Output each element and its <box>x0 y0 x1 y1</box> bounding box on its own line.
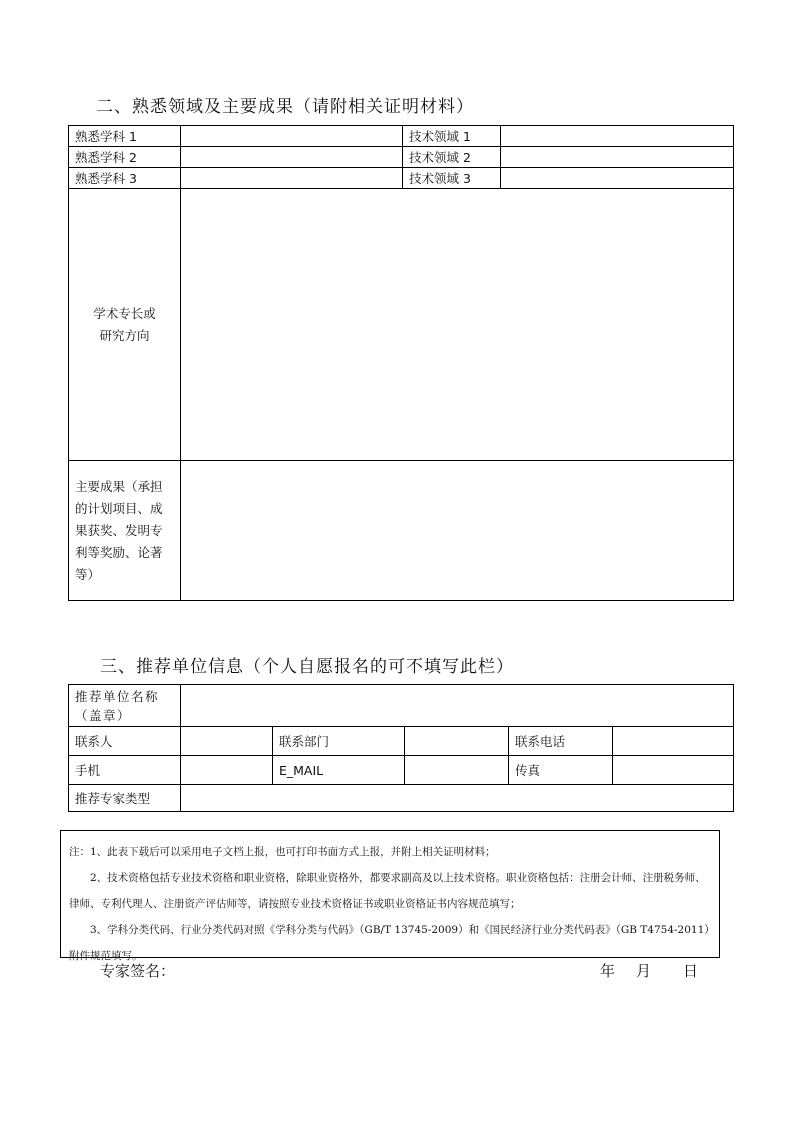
unit-name-input[interactable] <box>181 685 734 727</box>
mobile-label: 手机 <box>69 756 181 785</box>
research-label-line2: 研究方向 <box>99 327 150 343</box>
table-row <box>69 756 734 785</box>
notes-box <box>60 830 720 962</box>
fax-input[interactable] <box>613 756 734 785</box>
subject-3-input[interactable] <box>181 168 403 189</box>
field-3-label: 技术领域 3 <box>403 168 501 189</box>
achievements-label: 主要成果（承担的计划项目、成果获奖、发明专利等奖励、论著等） <box>69 461 181 601</box>
expert-type-label: 推荐专家类型 <box>69 785 181 812</box>
subject-2-label: 熟悉学科 2 <box>69 147 181 168</box>
expertise-table <box>68 125 734 601</box>
dept-label: 联系部门 <box>273 727 405 756</box>
research-direction-input[interactable] <box>181 189 734 461</box>
signature-day: 日 <box>683 962 699 980</box>
signature-year: 年 <box>600 962 616 980</box>
contact-label: 联系人 <box>69 727 181 756</box>
field-1-input[interactable] <box>501 126 734 147</box>
research-label-line1: 学术专长或 <box>93 305 156 321</box>
note-3: 3、学科分类代码、行业分类代码对照《学科分类与代码》（GB/T 13745-2009）和《国民经济行业分类代码表》（GB T4754-2011）附件规范填写。 <box>69 924 710 962</box>
table-row <box>69 785 734 812</box>
signature-month: 月 <box>636 962 652 980</box>
achievements-input[interactable] <box>181 461 734 601</box>
table-row <box>69 461 734 601</box>
email-input[interactable] <box>405 756 509 785</box>
subject-3-label: 熟悉学科 3 <box>69 168 181 189</box>
dept-input[interactable] <box>405 727 509 756</box>
note-1: 注：1、此表下载后可以采用电子文档上报，也可打印书面方式上报，并附上相关证明材料； <box>69 846 496 858</box>
research-direction-label <box>69 189 181 461</box>
mobile-input[interactable] <box>181 756 273 785</box>
table-row <box>69 685 734 727</box>
note-2: 2、技术资格包括专业技术资格和职业资格，除职业资格外，都要求副高及以上技术资格。职业资格包括：注册会计师、注册税务师、律师、专利代理人、注册资产评估师等，请按照专业技术资格证书或职业资格证书内容规范填写； <box>69 872 706 910</box>
phone-input[interactable] <box>613 727 734 756</box>
email-label: E_MAIL <box>273 756 405 785</box>
table-row <box>69 126 734 147</box>
field-2-input[interactable] <box>501 147 734 168</box>
section3-title: 三、推荐单位信息（个人自愿报名的可不填写此栏） <box>100 657 514 677</box>
signature-label: 专家签名： <box>100 962 176 980</box>
section2-title: 二、熟悉领域及主要成果（请附相关证明材料） <box>96 97 474 117</box>
fax-label: 传真 <box>509 756 613 785</box>
unit-name-label: 推荐单位名称（盖章） <box>69 685 181 727</box>
table-row <box>69 189 734 461</box>
recommender-table <box>68 684 734 812</box>
field-2-label: 技术领域 2 <box>403 147 501 168</box>
subject-2-input[interactable] <box>181 147 403 168</box>
table-row <box>69 168 734 189</box>
subject-1-input[interactable] <box>181 126 403 147</box>
contact-input[interactable] <box>181 727 273 756</box>
field-3-input[interactable] <box>501 168 734 189</box>
subject-1-label: 熟悉学科 1 <box>69 126 181 147</box>
phone-label: 联系电话 <box>509 727 613 756</box>
expert-type-input[interactable] <box>181 785 734 812</box>
table-row <box>69 727 734 756</box>
field-1-label: 技术领域 1 <box>403 126 501 147</box>
table-row <box>69 147 734 168</box>
